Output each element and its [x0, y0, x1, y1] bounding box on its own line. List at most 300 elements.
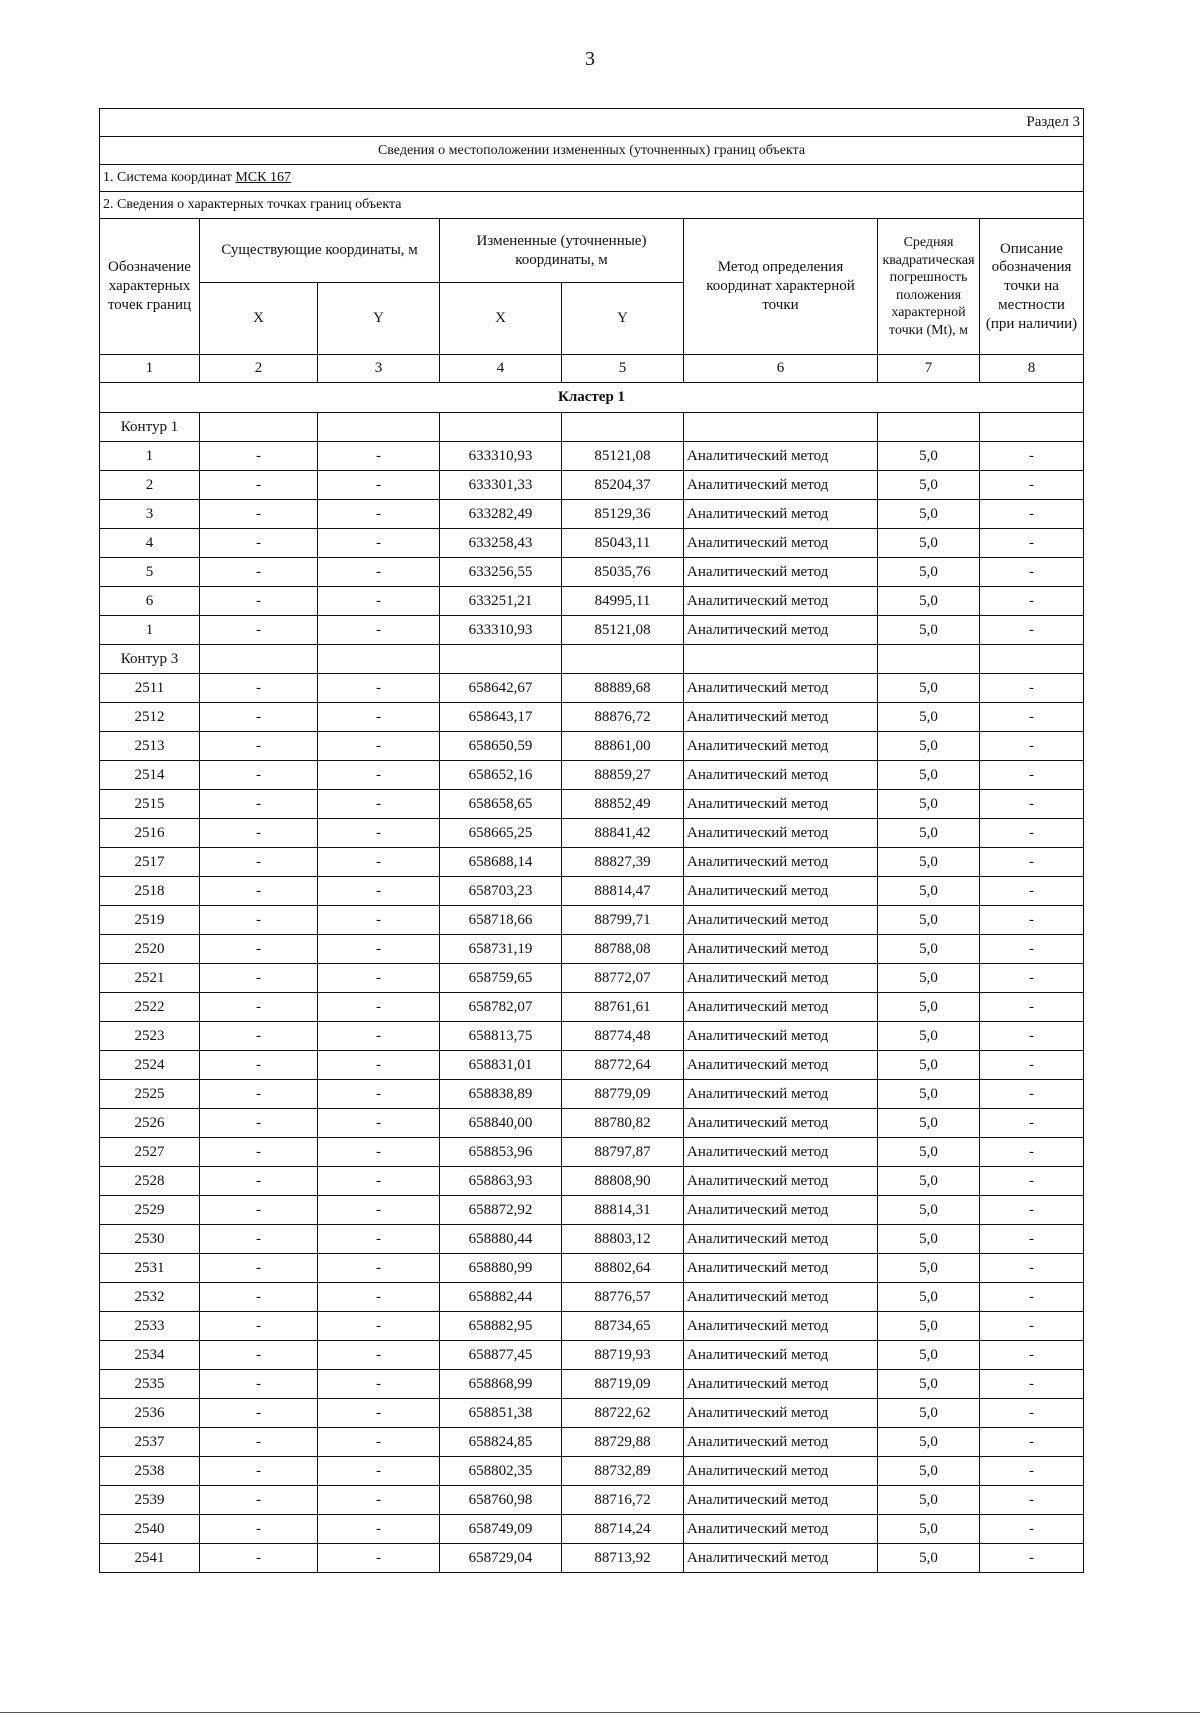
changed-y-cell: 85204,37: [562, 471, 684, 500]
changed-x-cell: 658851,38: [440, 1399, 562, 1428]
table-row: [100, 1196, 1084, 1225]
description-cell: -: [980, 1515, 1084, 1544]
changed-x-cell: 658880,99: [440, 1254, 562, 1283]
empty-cell: [562, 645, 684, 674]
column-number: 2: [200, 355, 318, 383]
description-cell: -: [980, 1341, 1084, 1370]
header-changed-y: Y: [562, 283, 684, 355]
method-cell: Аналитический метод: [684, 558, 878, 587]
accuracy-cell: 5,0: [878, 1196, 980, 1225]
existing-y-cell: -: [318, 1544, 440, 1573]
changed-y-cell: 88799,71: [562, 906, 684, 935]
accuracy-cell: 5,0: [878, 1080, 980, 1109]
accuracy-cell: 5,0: [878, 500, 980, 529]
empty-cell: [878, 645, 980, 674]
point-id-cell: 2529: [100, 1196, 200, 1225]
changed-x-cell: 658658,65: [440, 790, 562, 819]
accuracy-cell: 5,0: [878, 790, 980, 819]
contour-row: [100, 413, 1084, 442]
changed-x-cell: 658703,23: [440, 877, 562, 906]
table-row: [100, 616, 1084, 645]
point-id-cell: 6: [100, 587, 200, 616]
changed-y-cell: 88776,57: [562, 1283, 684, 1312]
method-cell: Аналитический метод: [684, 1254, 878, 1283]
accuracy-cell: 5,0: [878, 906, 980, 935]
existing-y-cell: -: [318, 732, 440, 761]
accuracy-cell: 5,0: [878, 703, 980, 732]
method-cell: Аналитический метод: [684, 790, 878, 819]
point-id-cell: 2540: [100, 1515, 200, 1544]
changed-y-cell: 88827,39: [562, 848, 684, 877]
page-bottom-rule: [0, 1712, 1200, 1713]
method-cell: Аналитический метод: [684, 1225, 878, 1254]
changed-x-cell: 658868,99: [440, 1370, 562, 1399]
description-cell: -: [980, 1196, 1084, 1225]
changed-x-cell: 633310,93: [440, 442, 562, 471]
existing-x-cell: -: [200, 1080, 318, 1109]
existing-y-cell: -: [318, 471, 440, 500]
existing-x-cell: -: [200, 819, 318, 848]
table-row: [100, 1167, 1084, 1196]
existing-y-cell: -: [318, 500, 440, 529]
description-cell: -: [980, 1544, 1084, 1573]
method-cell: Аналитический метод: [684, 1486, 878, 1515]
method-cell: Аналитический метод: [684, 1138, 878, 1167]
point-id-cell: 3: [100, 500, 200, 529]
table-row: [100, 761, 1084, 790]
point-id-cell: 2513: [100, 732, 200, 761]
point-id-cell: 2: [100, 471, 200, 500]
changed-x-cell: 658880,44: [440, 1225, 562, 1254]
table-row: [100, 877, 1084, 906]
point-id-cell: 2518: [100, 877, 200, 906]
accuracy-cell: 5,0: [878, 1225, 980, 1254]
empty-cell: [318, 645, 440, 674]
table-row: [100, 964, 1084, 993]
accuracy-cell: 5,0: [878, 1254, 980, 1283]
empty-cell: [684, 645, 878, 674]
changed-x-cell: 658813,75: [440, 1022, 562, 1051]
method-cell: Аналитический метод: [684, 935, 878, 964]
point-id-cell: 2523: [100, 1022, 200, 1051]
changed-x-cell: 658824,85: [440, 1428, 562, 1457]
existing-x-cell: -: [200, 1457, 318, 1486]
point-id-cell: 2520: [100, 935, 200, 964]
table-row: [100, 1254, 1084, 1283]
changed-x-cell: 658760,98: [440, 1486, 562, 1515]
method-cell: Аналитический метод: [684, 1283, 878, 1312]
changed-x-cell: 633251,21: [440, 587, 562, 616]
changed-y-cell: 88761,61: [562, 993, 684, 1022]
changed-x-cell: 633256,55: [440, 558, 562, 587]
table-row: [100, 1341, 1084, 1370]
point-id-cell: 2514: [100, 761, 200, 790]
existing-y-cell: -: [318, 1080, 440, 1109]
header-existing-y: Y: [318, 283, 440, 355]
contour-label: Контур 1: [100, 413, 200, 442]
description-cell: -: [980, 442, 1084, 471]
method-cell: Аналитический метод: [684, 1109, 878, 1138]
point-id-cell: 5: [100, 558, 200, 587]
method-cell: Аналитический метод: [684, 471, 878, 500]
table-row: [100, 935, 1084, 964]
existing-y-cell: -: [318, 790, 440, 819]
existing-y-cell: -: [318, 1515, 440, 1544]
changed-x-cell: 633258,43: [440, 529, 562, 558]
existing-x-cell: -: [200, 529, 318, 558]
existing-x-cell: -: [200, 964, 318, 993]
point-id-cell: 2528: [100, 1167, 200, 1196]
header-point-designation: Обозначение характерных точек границ: [100, 219, 200, 355]
accuracy-cell: 5,0: [878, 587, 980, 616]
accuracy-cell: 5,0: [878, 674, 980, 703]
description-cell: -: [980, 1138, 1084, 1167]
method-cell: Аналитический метод: [684, 1051, 878, 1080]
point-id-cell: 2521: [100, 964, 200, 993]
table-row: [100, 1283, 1084, 1312]
accuracy-cell: 5,0: [878, 1428, 980, 1457]
existing-x-cell: -: [200, 1225, 318, 1254]
empty-cell: [440, 413, 562, 442]
table-title: Сведения о местоположении измененных (уточненных) границ объекта: [100, 137, 1084, 165]
existing-y-cell: -: [318, 1254, 440, 1283]
accuracy-cell: 5,0: [878, 1399, 980, 1428]
existing-y-cell: -: [318, 1225, 440, 1254]
method-cell: Аналитический метод: [684, 1341, 878, 1370]
changed-x-cell: 658650,59: [440, 732, 562, 761]
point-id-cell: 2525: [100, 1080, 200, 1109]
method-cell: Аналитический метод: [684, 732, 878, 761]
empty-cell: [200, 645, 318, 674]
accuracy-cell: 5,0: [878, 1544, 980, 1573]
method-cell: Аналитический метод: [684, 1544, 878, 1573]
existing-y-cell: -: [318, 848, 440, 877]
table-row: [100, 1022, 1084, 1051]
method-cell: Аналитический метод: [684, 761, 878, 790]
method-cell: Аналитический метод: [684, 906, 878, 935]
changed-y-cell: 88713,92: [562, 1544, 684, 1573]
accuracy-cell: 5,0: [878, 848, 980, 877]
changed-x-cell: 658863,93: [440, 1167, 562, 1196]
existing-x-cell: -: [200, 442, 318, 471]
empty-cell: [318, 413, 440, 442]
existing-x-cell: -: [200, 674, 318, 703]
changed-y-cell: 88852,49: [562, 790, 684, 819]
accuracy-cell: 5,0: [878, 1283, 980, 1312]
method-cell: Аналитический метод: [684, 1167, 878, 1196]
description-cell: -: [980, 1370, 1084, 1399]
existing-x-cell: -: [200, 500, 318, 529]
method-cell: Аналитический метод: [684, 703, 878, 732]
description-cell: -: [980, 500, 1084, 529]
changed-y-cell: 88729,88: [562, 1428, 684, 1457]
method-cell: Аналитический метод: [684, 442, 878, 471]
table-row: [100, 819, 1084, 848]
table-row: [100, 1080, 1084, 1109]
description-cell: -: [980, 935, 1084, 964]
accuracy-cell: 5,0: [878, 1486, 980, 1515]
existing-y-cell: -: [318, 1312, 440, 1341]
column-number: 1: [100, 355, 200, 383]
description-cell: -: [980, 1486, 1084, 1515]
existing-x-cell: -: [200, 1341, 318, 1370]
existing-x-cell: -: [200, 1167, 318, 1196]
changed-y-cell: 88719,93: [562, 1341, 684, 1370]
method-cell: Аналитический метод: [684, 964, 878, 993]
method-cell: Аналитический метод: [684, 1515, 878, 1544]
existing-x-cell: -: [200, 471, 318, 500]
point-id-cell: 2539: [100, 1486, 200, 1515]
existing-y-cell: -: [318, 877, 440, 906]
table-row: [100, 529, 1084, 558]
accuracy-cell: 5,0: [878, 529, 980, 558]
description-cell: -: [980, 616, 1084, 645]
method-cell: Аналитический метод: [684, 877, 878, 906]
changed-y-cell: 88780,82: [562, 1109, 684, 1138]
existing-y-cell: -: [318, 761, 440, 790]
accuracy-cell: 5,0: [878, 1312, 980, 1341]
changed-x-cell: 658665,25: [440, 819, 562, 848]
changed-x-cell: 658882,95: [440, 1312, 562, 1341]
existing-x-cell: -: [200, 790, 318, 819]
description-cell: -: [980, 819, 1084, 848]
description-cell: -: [980, 587, 1084, 616]
changed-y-cell: 85121,08: [562, 442, 684, 471]
table-row: [100, 790, 1084, 819]
description-cell: -: [980, 732, 1084, 761]
changed-x-cell: 658718,66: [440, 906, 562, 935]
method-cell: Аналитический метод: [684, 1312, 878, 1341]
table-row: [100, 732, 1084, 761]
changed-x-cell: 658882,44: [440, 1283, 562, 1312]
changed-x-cell: 658853,96: [440, 1138, 562, 1167]
description-cell: -: [980, 1022, 1084, 1051]
existing-y-cell: -: [318, 1138, 440, 1167]
method-cell: Аналитический метод: [684, 1080, 878, 1109]
description-cell: -: [980, 1254, 1084, 1283]
method-cell: Аналитический метод: [684, 848, 878, 877]
accuracy-cell: 5,0: [878, 964, 980, 993]
empty-cell: [684, 413, 878, 442]
page-number: 3: [585, 48, 595, 70]
changed-y-cell: 88722,62: [562, 1399, 684, 1428]
existing-y-cell: -: [318, 1051, 440, 1080]
table-row: [100, 1225, 1084, 1254]
point-id-cell: 2516: [100, 819, 200, 848]
description-cell: -: [980, 1225, 1084, 1254]
method-cell: Аналитический метод: [684, 587, 878, 616]
existing-x-cell: -: [200, 1399, 318, 1428]
existing-x-cell: -: [200, 1022, 318, 1051]
changed-x-cell: 658643,17: [440, 703, 562, 732]
existing-x-cell: -: [200, 587, 318, 616]
existing-y-cell: -: [318, 1283, 440, 1312]
accuracy-cell: 5,0: [878, 935, 980, 964]
changed-x-cell: 658759,65: [440, 964, 562, 993]
changed-x-cell: 658731,19: [440, 935, 562, 964]
existing-x-cell: -: [200, 616, 318, 645]
header-changed-x: X: [440, 283, 562, 355]
description-cell: -: [980, 993, 1084, 1022]
changed-y-cell: 88719,09: [562, 1370, 684, 1399]
existing-x-cell: -: [200, 993, 318, 1022]
point-id-cell: 2537: [100, 1428, 200, 1457]
method-cell: Аналитический метод: [684, 500, 878, 529]
accuracy-cell: 5,0: [878, 1457, 980, 1486]
changed-y-cell: 88803,12: [562, 1225, 684, 1254]
method-cell: Аналитический метод: [684, 1428, 878, 1457]
accuracy-cell: 5,0: [878, 1341, 980, 1370]
table-row: [100, 558, 1084, 587]
accuracy-cell: 5,0: [878, 442, 980, 471]
description-cell: -: [980, 1457, 1084, 1486]
method-cell: Аналитический метод: [684, 1022, 878, 1051]
accuracy-cell: 5,0: [878, 732, 980, 761]
description-cell: -: [980, 790, 1084, 819]
existing-x-cell: -: [200, 703, 318, 732]
changed-y-cell: 88734,65: [562, 1312, 684, 1341]
accuracy-cell: 5,0: [878, 1515, 980, 1544]
accuracy-cell: 5,0: [878, 1022, 980, 1051]
changed-y-cell: 88714,24: [562, 1515, 684, 1544]
description-cell: -: [980, 906, 1084, 935]
existing-y-cell: -: [318, 529, 440, 558]
changed-y-cell: 88772,07: [562, 964, 684, 993]
existing-x-cell: -: [200, 1370, 318, 1399]
existing-x-cell: -: [200, 761, 318, 790]
coord-system: [100, 165, 1084, 192]
point-id-cell: 2517: [100, 848, 200, 877]
changed-y-cell: 88774,48: [562, 1022, 684, 1051]
coordinates-table: [99, 108, 1084, 1573]
existing-y-cell: -: [318, 674, 440, 703]
header-existing-x: X: [200, 283, 318, 355]
table-row: [100, 1138, 1084, 1167]
accuracy-cell: 5,0: [878, 558, 980, 587]
accuracy-cell: 5,0: [878, 877, 980, 906]
accuracy-cell: 5,0: [878, 1138, 980, 1167]
column-number: 5: [562, 355, 684, 383]
changed-y-cell: 85035,76: [562, 558, 684, 587]
point-id-cell: 2511: [100, 674, 200, 703]
existing-y-cell: -: [318, 1196, 440, 1225]
table-row: [100, 1312, 1084, 1341]
column-numbers-row: [100, 355, 1084, 383]
changed-x-cell: 658652,16: [440, 761, 562, 790]
accuracy-cell: 5,0: [878, 761, 980, 790]
existing-x-cell: -: [200, 1109, 318, 1138]
description-cell: -: [980, 1312, 1084, 1341]
description-cell: -: [980, 848, 1084, 877]
method-cell: Аналитический метод: [684, 1196, 878, 1225]
description-cell: -: [980, 674, 1084, 703]
changed-y-cell: 84995,11: [562, 587, 684, 616]
point-id-cell: 2515: [100, 790, 200, 819]
points-heading: 2. Сведения о характерных точках границ объекта: [100, 192, 1084, 219]
existing-x-cell: -: [200, 1544, 318, 1573]
point-id-cell: 4: [100, 529, 200, 558]
point-id-cell: 2526: [100, 1109, 200, 1138]
table-row: [100, 906, 1084, 935]
changed-x-cell: 658838,89: [440, 1080, 562, 1109]
column-number: 7: [878, 355, 980, 383]
table-row: [100, 848, 1084, 877]
point-id-cell: 1: [100, 616, 200, 645]
existing-y-cell: -: [318, 1167, 440, 1196]
changed-y-cell: 88814,31: [562, 1196, 684, 1225]
changed-y-cell: 88732,89: [562, 1457, 684, 1486]
existing-y-cell: -: [318, 1022, 440, 1051]
point-id-cell: 2524: [100, 1051, 200, 1080]
empty-cell: [200, 413, 318, 442]
point-id-cell: 2536: [100, 1399, 200, 1428]
changed-y-cell: 88814,47: [562, 877, 684, 906]
existing-x-cell: -: [200, 1312, 318, 1341]
table-row: [100, 1544, 1084, 1573]
contour-label: Контур 3: [100, 645, 200, 674]
method-cell: Аналитический метод: [684, 1399, 878, 1428]
point-id-cell: 2512: [100, 703, 200, 732]
header-accuracy: Средняя квадратическая погрешность положения характерной точки (Mt), м: [878, 219, 980, 355]
table-row: [100, 1457, 1084, 1486]
description-cell: -: [980, 877, 1084, 906]
table-row: [100, 1399, 1084, 1428]
changed-y-cell: 88876,72: [562, 703, 684, 732]
existing-y-cell: -: [318, 703, 440, 732]
changed-y-cell: 88808,90: [562, 1167, 684, 1196]
column-number: 4: [440, 355, 562, 383]
point-id-cell: 2535: [100, 1370, 200, 1399]
existing-x-cell: -: [200, 1515, 318, 1544]
description-cell: -: [980, 964, 1084, 993]
table-row: [100, 471, 1084, 500]
coord-system-label: 1. Система координат: [103, 170, 236, 186]
changed-y-cell: 85121,08: [562, 616, 684, 645]
changed-y-cell: 88861,00: [562, 732, 684, 761]
existing-x-cell: -: [200, 558, 318, 587]
changed-y-cell: 88716,72: [562, 1486, 684, 1515]
table-row: [100, 500, 1084, 529]
cluster-label: Кластер 1: [100, 383, 1084, 413]
table-row: [100, 1051, 1084, 1080]
existing-y-cell: -: [318, 1428, 440, 1457]
method-cell: Аналитический метод: [684, 529, 878, 558]
table-row: [100, 587, 1084, 616]
table-row: [100, 1109, 1084, 1138]
table-row: [100, 442, 1084, 471]
accuracy-cell: 5,0: [878, 1167, 980, 1196]
changed-y-cell: 88797,87: [562, 1138, 684, 1167]
description-cell: -: [980, 1051, 1084, 1080]
description-cell: -: [980, 529, 1084, 558]
description-cell: -: [980, 1109, 1084, 1138]
point-id-cell: 2538: [100, 1457, 200, 1486]
changed-x-cell: 633310,93: [440, 616, 562, 645]
description-cell: -: [980, 761, 1084, 790]
existing-y-cell: -: [318, 819, 440, 848]
point-id-cell: 2527: [100, 1138, 200, 1167]
method-cell: Аналитический метод: [684, 819, 878, 848]
existing-y-cell: -: [318, 1399, 440, 1428]
method-cell: Аналитический метод: [684, 616, 878, 645]
changed-y-cell: 85043,11: [562, 529, 684, 558]
existing-y-cell: -: [318, 906, 440, 935]
changed-y-cell: 88772,64: [562, 1051, 684, 1080]
changed-x-cell: 658877,45: [440, 1341, 562, 1370]
existing-y-cell: -: [318, 1341, 440, 1370]
accuracy-cell: 5,0: [878, 616, 980, 645]
column-number: 6: [684, 355, 878, 383]
